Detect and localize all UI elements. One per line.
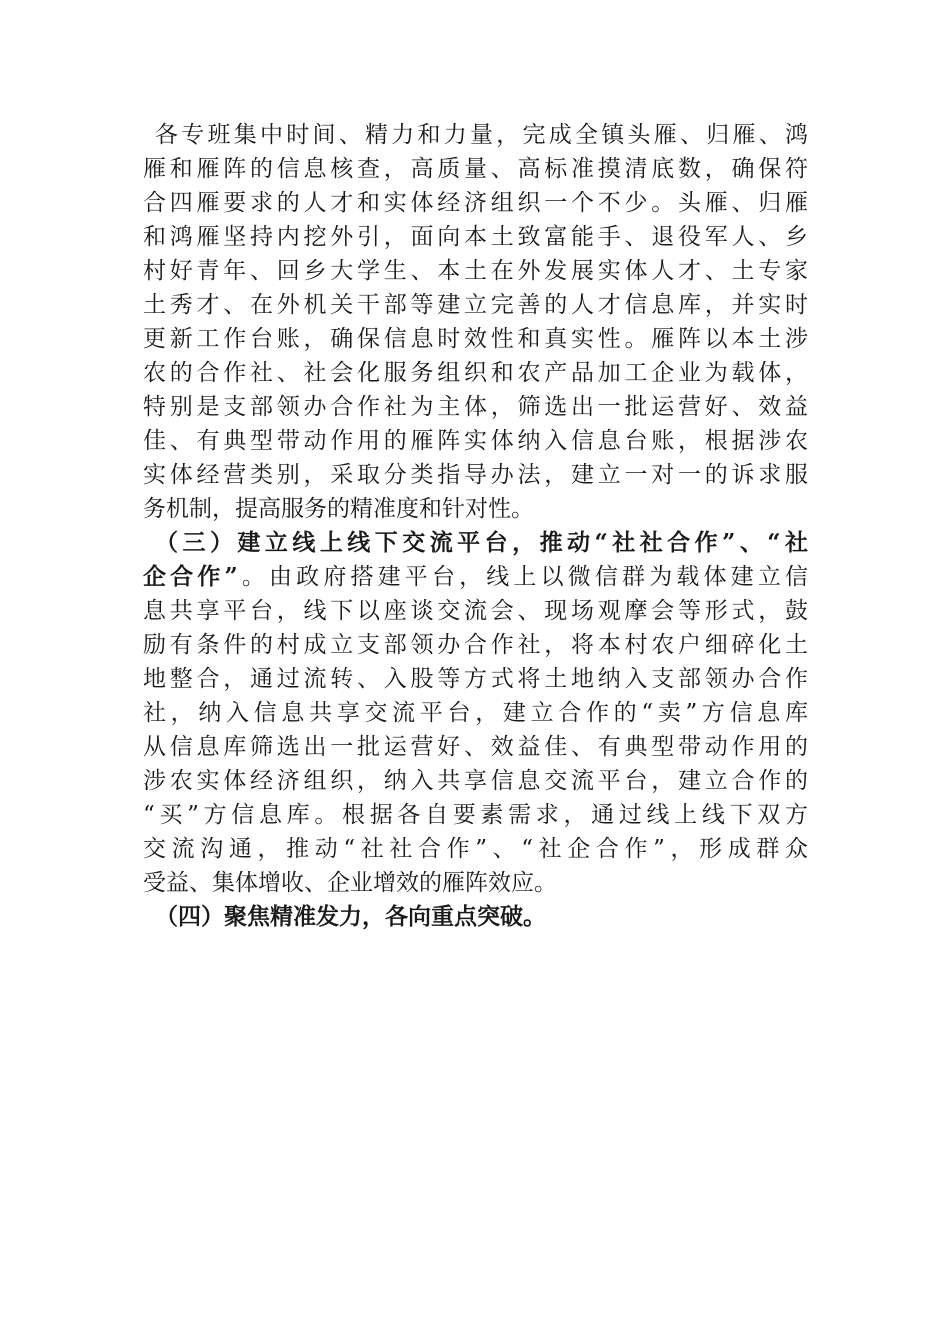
section-heading-3-line-2: 企合作”	[143, 563, 238, 590]
text-fragment: 。由政府搭建平台，线上以微信群为载体建立信	[237, 564, 808, 590]
text-line: 合四雁要求的人才和实体经济组织一个不少。头雁、归雁	[143, 190, 808, 216]
text-line: 务机制，提高服务的精准度和针对性。	[143, 496, 534, 522]
document-body	[143, 118, 808, 934]
text-line: 息共享平台，线下以座谈交流会、现场观摩会等形式，鼓	[143, 598, 808, 624]
text-line: 交流沟通，推动“社社合作”、“社企合作”，形成群众	[143, 836, 808, 862]
text-line: 村好青年、回乡大学生、本土在外发展实体人才、土专家	[143, 258, 808, 284]
text-line: 和鸿雁坚持内挖外引，面向本土致富能手、退役军人、乡	[143, 224, 808, 250]
text-line	[143, 560, 808, 594]
text-line: 社，纳入信息共享交流平台，建立合作的“卖”方信息库	[143, 700, 808, 726]
text-line: 更新工作台账，确保信息时效性和真实性。雁阵以本土涉	[143, 326, 808, 352]
text-line: 佳、有典型带动作用的雁阵实体纳入信息台账，根据涉农	[143, 428, 808, 454]
text-line: 励有条件的村成立支部领办合作社，将本村农户细碎化土	[143, 632, 808, 658]
paragraph-personnel-info	[143, 118, 808, 526]
text-line: 土秀才、在外机关干部等建立完善的人才信息库，并实时	[143, 292, 808, 318]
text-line: 各专班集中时间、精力和力量，完成全镇头雁、归雁、鸿	[155, 122, 808, 148]
text-line: “买”方信息库。根据各自要素需求，通过线上线下双方	[143, 802, 808, 828]
text-line: 涉农实体经济组织，纳入共享信息交流平台，建立合作的	[143, 768, 808, 794]
text-line: 雁和雁阵的信息核查，高质量、高标准摸清底数，确保符	[143, 156, 808, 182]
text-line: 从信息库筛选出一批运营好、效益佳、有典型带动作用的	[143, 734, 808, 760]
text-line: 实体经营类别，采取分类指导办法，建立一对一的诉求服	[143, 462, 808, 488]
section-heading-3-line-1: （三）建立线上线下交流平台，推动“社社合作”、“社	[155, 529, 808, 556]
paragraph-focus-breakthrough	[143, 900, 808, 934]
text-line: 地整合，通过流转、入股等方式将土地纳入支部领办合作	[143, 666, 808, 692]
paragraph-exchange-platform	[143, 526, 808, 900]
text-line: 受益、集体增收、企业增效的雁阵效应。	[143, 870, 557, 896]
text-line: 农的合作社、社会化服务组织和农产品加工企业为载体，	[143, 360, 808, 386]
section-heading-4: （四）聚焦精准发力，各向重点突破。	[155, 903, 546, 930]
text-line: 特别是支部领办合作社为主体，筛选出一批运营好、效益	[143, 394, 808, 420]
